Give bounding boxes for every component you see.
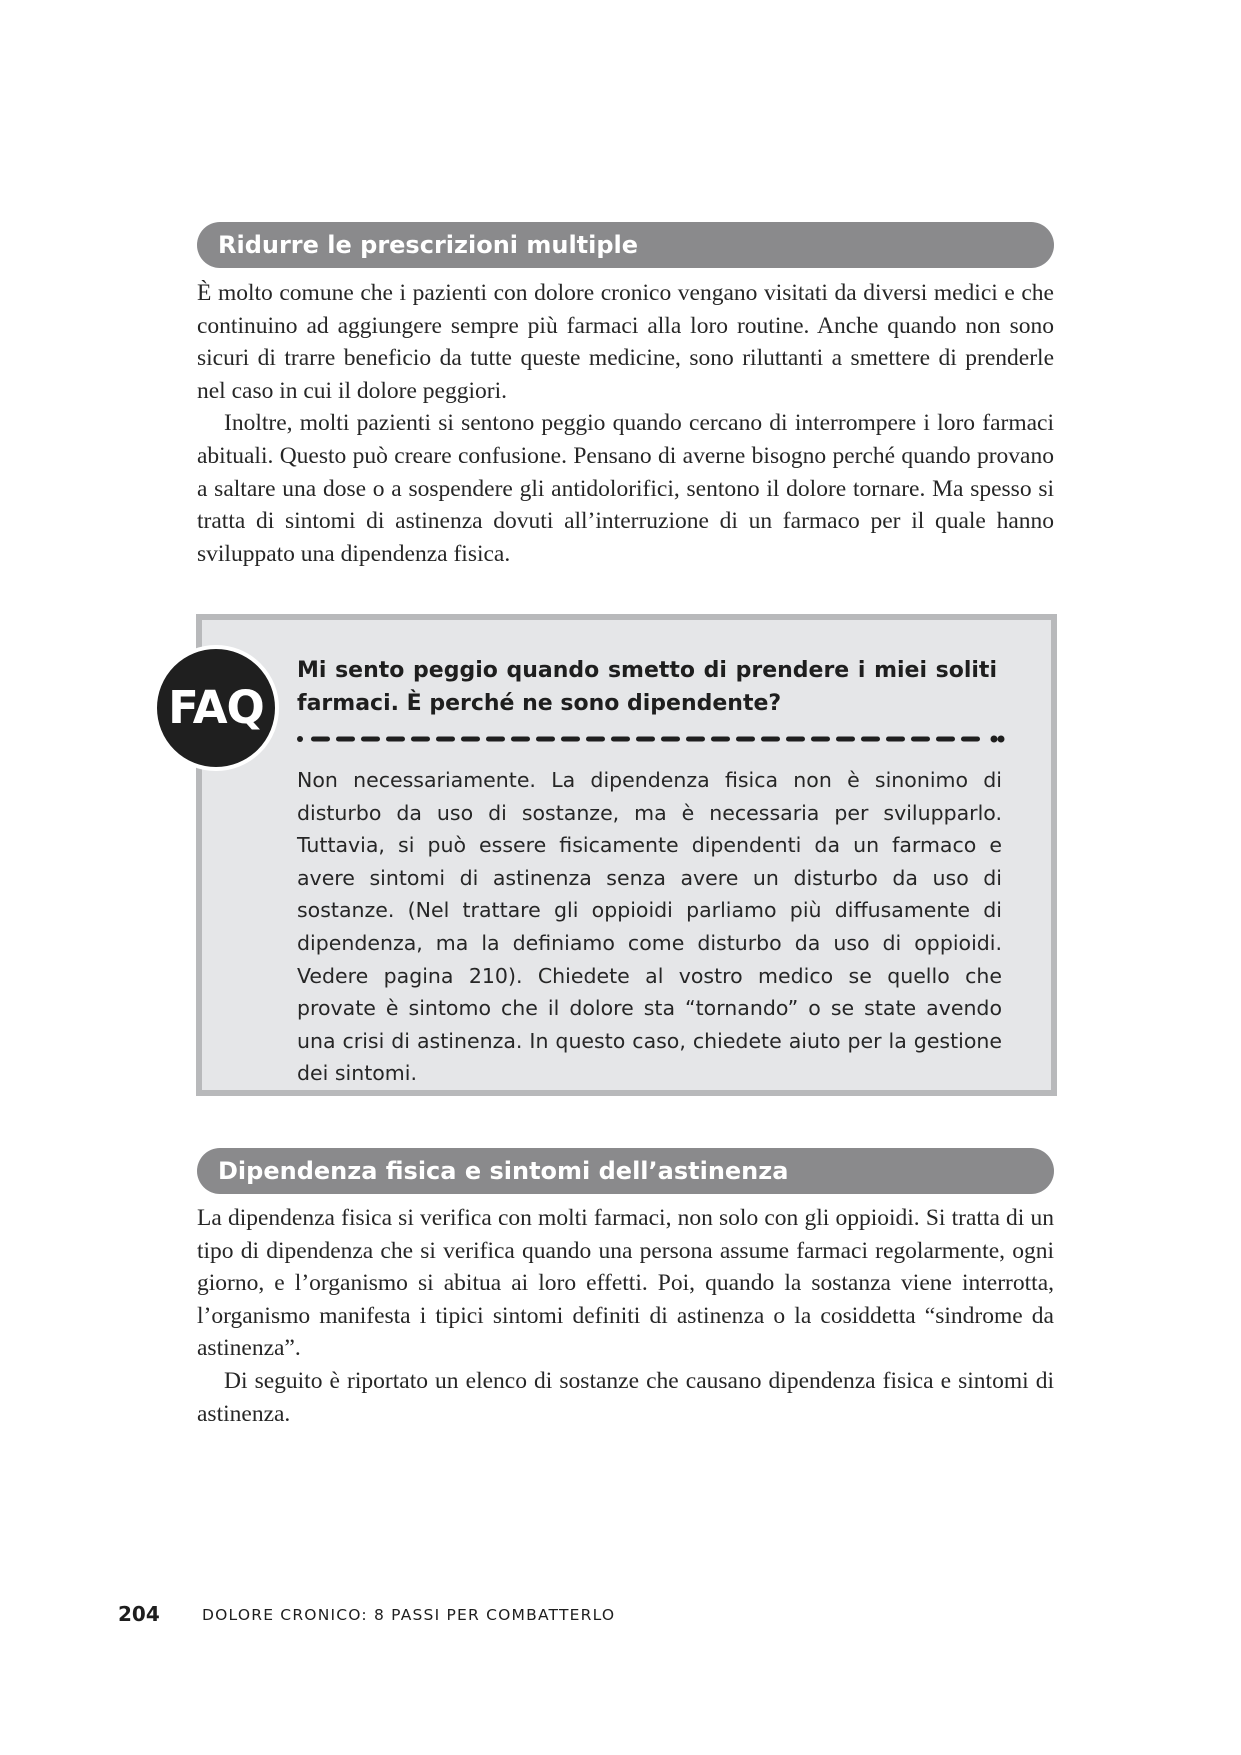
faq-answer: Non necessariamente. La dipendenza fisica non è sinonimo di disturbo da uso di sostanze, ma è necessaria per svilupparlo. Tuttavia, si può essere fisicamente dipendenti da un farmaco e avere sintomi di astinenza senza avere un disturbo da uso di sostanze. (Nel trattare gli oppioidi parliamo più diffusamente di dipendenza, ma la definiamo come disturbo da uso di oppioidi. Vedere pagina 210). Chiedete al vostro medico se quello che provate è sintomo che il dolore sta “tornando” o se state avendo una crisi di astinenza. In questo caso, chiedete aiuto per la gestione dei sintomi. [297, 768, 1002, 1086]
dashed-divider [297, 734, 1005, 744]
divider-dash [411, 737, 430, 742]
divider-dash [836, 737, 855, 742]
paragraph: È molto comune che i pazienti con dolore cronico vengano visitati da diversi medici e che continuino ad aggiungere sempre più farmaci alla loro routine. Anche quando non sono sicuri di trarre beneficio da tutte queste medicine, sono riluttanti a smettere di prenderle nel caso in cui il dolore peggiori. [197, 280, 1054, 404]
section-1-body [197, 277, 1054, 570]
paragraph: Di seguito è riportato un elenco di sostanze che causano dipendenza fisica e sintomi di astinenza. [197, 1367, 1054, 1427]
divider-dash [486, 737, 505, 742]
divider-dash [961, 737, 980, 742]
divider-dash [611, 737, 630, 742]
paragraph: La dipendenza fisica si verifica con molti farmaci, non solo con gli oppioidi. Si tratta di un tipo di dipendenza che si verifica quando una persona assume farmaci regolarmente, ogni giorno, e l’organismo si abitua ai loro effetti. Poi, quando la sostanza viene interrotta, l’organismo manifesta i tipici sintomi definiti di astinenza o la cosiddetta “sindrome da astinenza”. [197, 1205, 1054, 1362]
divider-dash [561, 737, 580, 742]
divider-dash [911, 737, 930, 742]
divider-dash [711, 737, 730, 742]
divider-dash [761, 737, 780, 742]
divider-dot [998, 736, 1005, 743]
section-heading-physical-dependence: Dipendenza fisica e sintomi dell’astinenza [197, 1148, 1054, 1194]
divider-dash [736, 737, 755, 742]
running-title: DOLORE CRONICO: 8 PASSI PER COMBATTERLO [202, 1606, 616, 1624]
divider-dash [461, 737, 480, 742]
divider-dash [361, 737, 380, 742]
divider-dash [886, 737, 905, 742]
divider-dot [297, 736, 303, 742]
divider-dash [811, 737, 830, 742]
divider-dash [511, 737, 530, 742]
section-heading-reduce-prescriptions: Ridurre le prescrizioni multiple [197, 222, 1054, 268]
divider-dash [936, 737, 955, 742]
divider-dash [311, 737, 330, 742]
divider-dash [786, 737, 805, 742]
section-2-body [197, 1202, 1054, 1430]
divider-dash [336, 737, 355, 742]
paragraph: Inoltre, molti pazienti si sentono peggio quando cercano di interrompere i loro farmaci abituali. Questo può creare confusione. Pensano di averne bisogno perché quando provano a saltare una dose o a sospendere gli antidolorifici, sentono il dolore tornare. Ma spesso si tratta di sintomi di astinenza dovuti all’interruzione di un farmaco per il quale hanno sviluppato una dipendenza fisica. [197, 410, 1054, 567]
page-number: 204 [118, 1602, 160, 1626]
divider-dash [661, 737, 680, 742]
faq-question: Mi sento peggio quando smetto di prendere i miei soliti farmaci. È perché ne sono dipendente? [297, 658, 997, 716]
divider-dot [991, 736, 998, 743]
divider-dash [586, 737, 605, 742]
divider-dash [686, 737, 705, 742]
divider-dash [436, 737, 455, 742]
faq-badge: FAQ [153, 645, 279, 771]
divider-dash [536, 737, 555, 742]
divider-dash [636, 737, 655, 742]
divider-dash [386, 737, 405, 742]
divider-dash [861, 737, 880, 742]
